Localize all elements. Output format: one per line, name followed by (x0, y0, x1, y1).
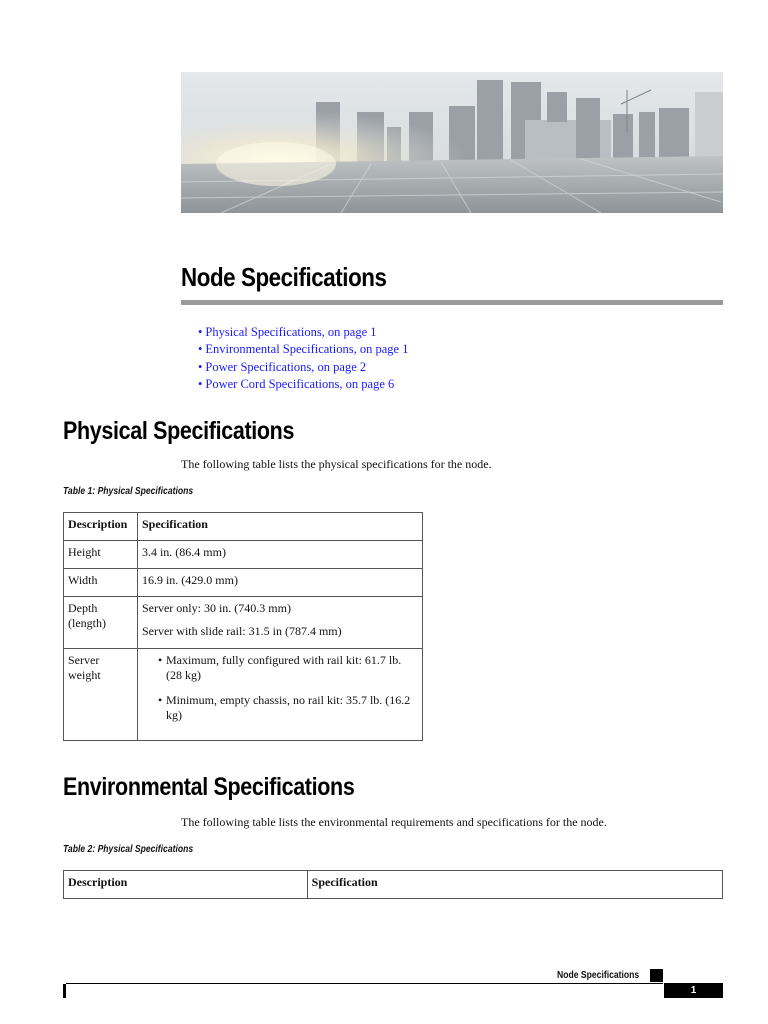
toc-link-environmental[interactable] (198, 341, 408, 358)
list-item (142, 693, 418, 723)
table-row (64, 649, 423, 741)
depth-with-rail: Server with slide rail: 31.5 in (787.4 mm) (141, 624, 342, 638)
toc-link-label[interactable]: Power Cord Specifications, on page 6 (205, 376, 395, 391)
header-specification: Specification (307, 871, 722, 899)
row-label-width: Width (64, 569, 138, 597)
toc-link-label[interactable]: Power Specifications, on page 2 (205, 359, 367, 374)
toc-bullet: • (198, 342, 203, 357)
page-number: 1 (664, 983, 723, 998)
table-header-row (64, 871, 723, 899)
toc-link-label[interactable]: Environmental Specifications, on page 1 (205, 342, 409, 357)
environmental-intro: The following table lists the environmental requirements and specifications for the node. (181, 815, 607, 829)
row-value-weight (137, 649, 422, 741)
row-value-height: 3.4 in. (86.4 mm) (137, 541, 422, 569)
toc-link-label[interactable]: Physical Specifications, on page 1 (205, 325, 377, 339)
bullet-icon: • (157, 653, 163, 667)
depth-server-only: Server only: 30 in. (740.3 mm) (141, 601, 291, 615)
weight-min: Minimum, empty chassis, no rail kit: 35.7 lb. (16.2 kg) (165, 693, 411, 722)
weight-max: Maximum, fully configured with rail kit: 61.7 lb. (28 kg) (165, 653, 402, 682)
toc-link-power[interactable] (198, 359, 408, 376)
table-row (64, 541, 423, 569)
toc-bullet: • (198, 376, 203, 391)
footer-rule (66, 983, 663, 984)
table-row (64, 597, 423, 649)
row-value-depth (137, 597, 422, 649)
header-description: Description (64, 513, 138, 541)
physical-intro: The following table lists the physical specifications for the node. (181, 457, 492, 471)
banner-image (181, 72, 723, 213)
toc-link-power-cord[interactable] (198, 376, 408, 393)
city-skyline-photo (181, 72, 723, 213)
environmental-specs-table (63, 870, 723, 899)
environmental-heading: Environmental Specifications (63, 773, 355, 801)
table-row (64, 569, 423, 597)
chapter-toc (198, 324, 408, 393)
toc-bullet: • (198, 359, 203, 374)
row-label-height: Height (64, 541, 138, 569)
title-rule (181, 300, 723, 305)
physical-table-caption: Table 1: Physical Specifications (63, 486, 194, 497)
row-label-depth: Depth (length) (64, 597, 138, 649)
weight-list (142, 653, 418, 723)
row-label-weight: Server weight (64, 649, 138, 741)
row-value-width: 16.9 in. (429.0 mm) (137, 569, 422, 597)
physical-heading: Physical Specifications (63, 417, 295, 445)
bullet-icon: • (157, 693, 163, 707)
toc-link-physical[interactable] (198, 324, 408, 341)
footer-chapter-label: Node Specifications (557, 970, 640, 981)
chapter-title: Node Specifications (181, 262, 387, 292)
header-description: Description (64, 871, 308, 899)
environmental-table-caption: Table 2: Physical Specifications (63, 844, 194, 855)
toc-bullet: • (198, 325, 203, 339)
header-specification: Specification (137, 513, 422, 541)
footer-left-mark (63, 984, 66, 998)
list-item (142, 653, 418, 683)
footer-marker (650, 969, 663, 982)
physical-specs-table (63, 512, 423, 741)
table-header-row (64, 513, 423, 541)
